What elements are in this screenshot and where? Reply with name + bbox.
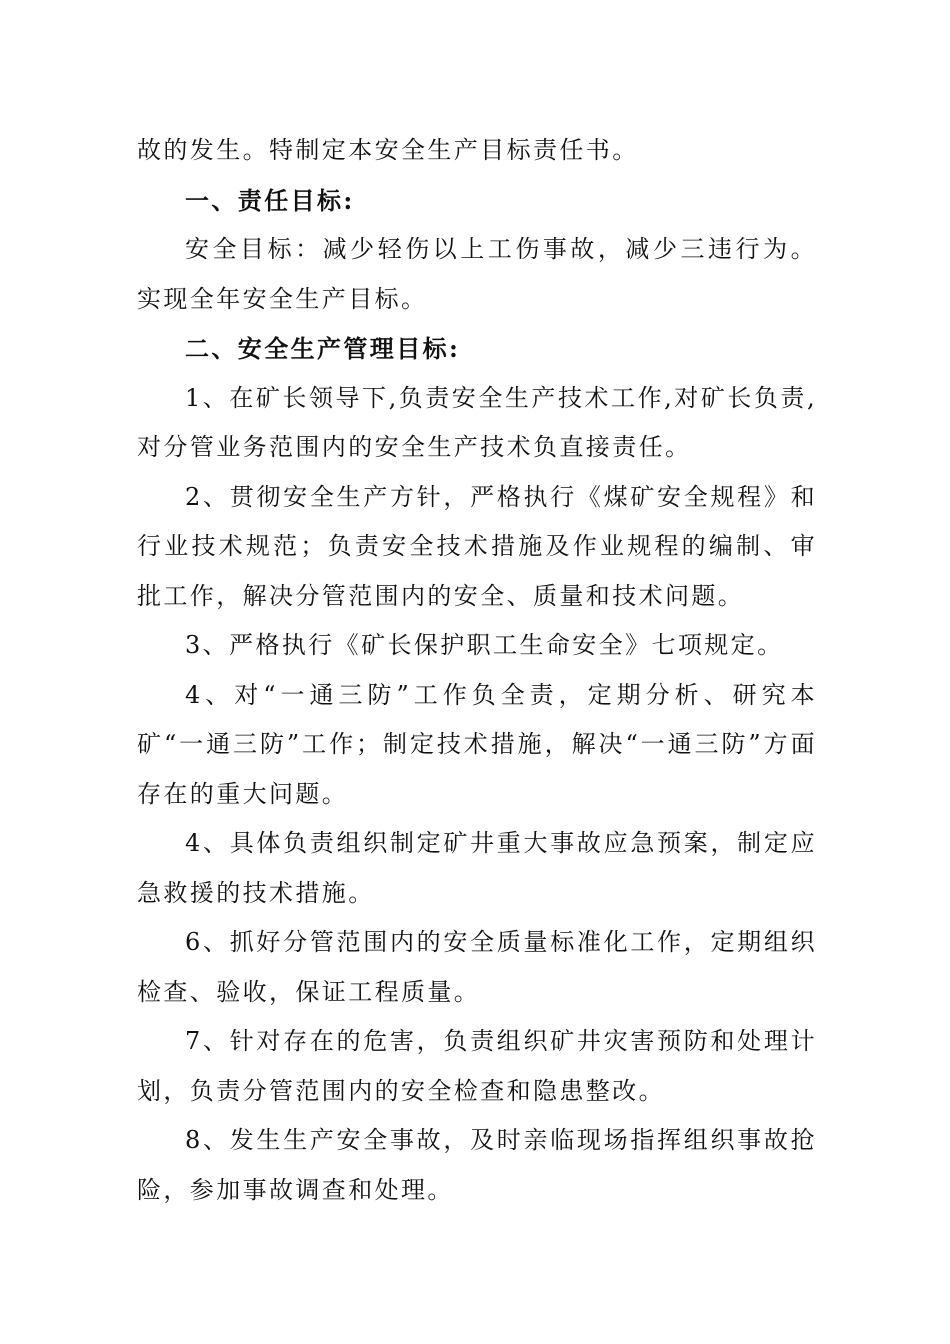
section-heading-responsibility-goals: 一、责任目标:	[185, 185, 355, 215]
paragraph-safety-goal: 安全目标：减少轻伤以上工伤事故，减少三违行为。实现全年安全生产目标。	[137, 235, 817, 313]
section-heading-safety-management-goals: 二、安全生产管理目标:	[185, 334, 461, 363]
list-item-3: 3、严格执行《矿长保护职工生命安全》七项规定。	[185, 631, 784, 659]
list-item-8: 8、发生生产安全事故，及时亲临现场指挥组织事故抢险，参加事故调查和处理。	[137, 1126, 817, 1204]
list-item-4b: 4、具体负责组织制定矿井重大事故应急预案，制定应急救援的技术措施。	[137, 829, 817, 907]
list-item-1: 1、在矿长领导下,负责安全生产技术工作,对矿长负责,对分管业务范围内的安全生产技术负直接责任。	[137, 383, 817, 461]
document-body	[137, 126, 817, 1215]
list-item-4a: 4、对“一通三防”工作负全责，定期分析、研究本矿“一通三防”工作；制定技术措施，解决“一通三防”方面存在的重大问题。	[137, 680, 817, 808]
paragraph-intro-tail: 故的发生。特制定本安全生产目标责任书。	[137, 136, 639, 164]
list-item-7: 7、针对存在的危害，负责组织矿井灾害预防和处理计划，负责分管范围内的安全检查和隐患整改。	[137, 1027, 817, 1105]
list-item-6: 6、抓好分管范围内的安全质量标准化工作，定期组织检查、验收，保证工程质量。	[137, 928, 817, 1006]
list-item-2: 2、贯彻安全生产方针，严格执行《煤矿安全规程》和行业技术规范；负责安全技术措施及作业规程的编制、审批工作，解决分管范围内的安全、质量和技术问题。	[137, 482, 817, 610]
